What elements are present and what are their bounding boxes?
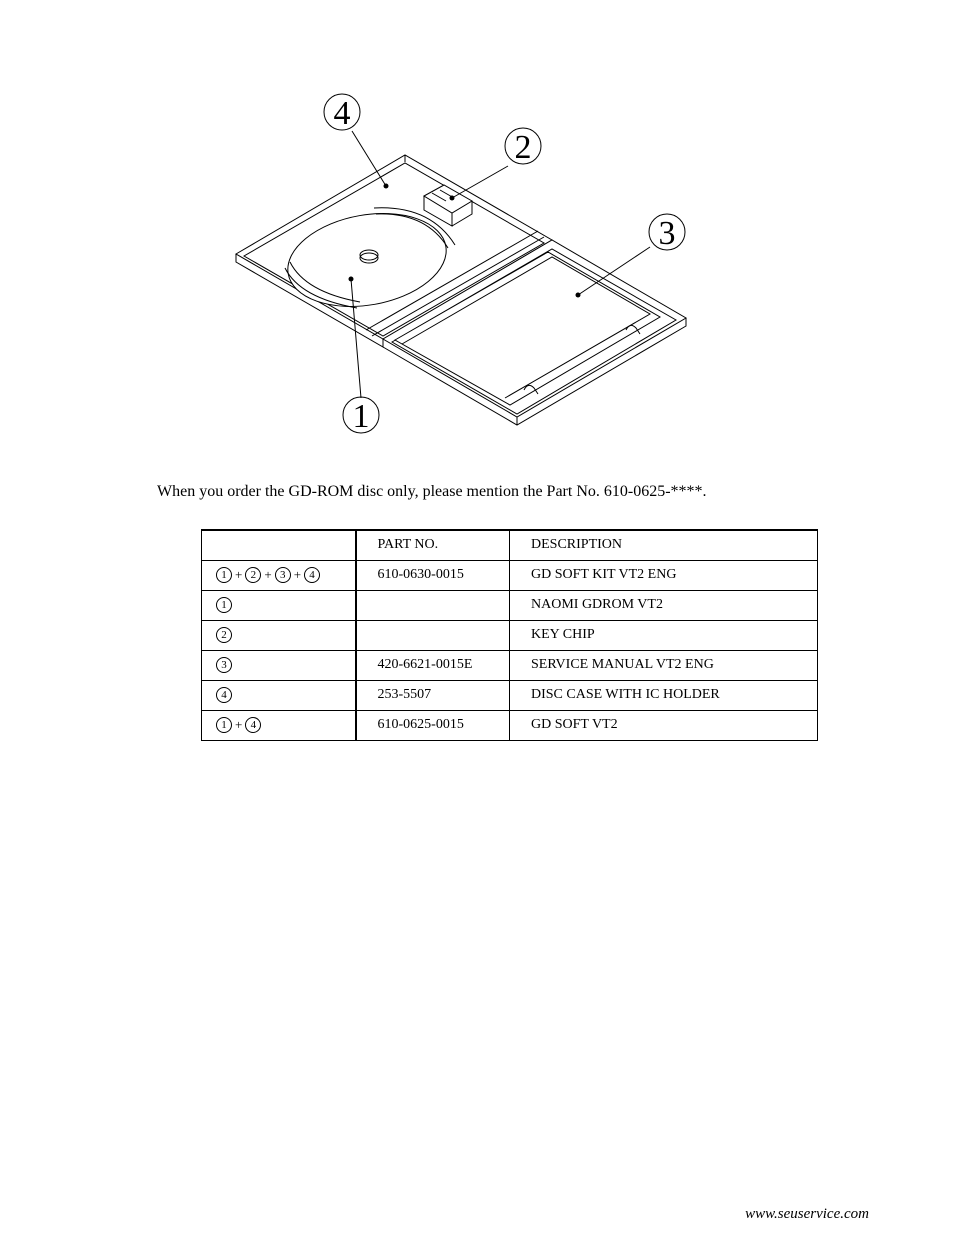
circled-item-number: 1 [216,597,232,613]
table-row [202,620,818,650]
description-cell: KEY CHIP [510,620,818,650]
item-combination [216,657,232,673]
items-cell [202,620,356,650]
items-cell [202,560,356,590]
items-cell [202,650,356,680]
table-header-row [202,530,818,560]
description-cell: GD SOFT VT2 [510,710,818,740]
item-combination [216,627,232,643]
table-row [202,560,818,590]
description-cell: GD SOFT KIT VT2 ENG [510,560,818,590]
part-no-cell: 253-5507 [356,680,510,710]
disc-case-diagram [0,0,954,460]
description-cell: DISC CASE WITH IC HOLDER [510,680,818,710]
items-cell [202,710,356,740]
item-combination [216,567,320,583]
items-cell [202,590,356,620]
plus-sign: + [293,567,302,582]
description-cell: SERVICE MANUAL VT2 ENG [510,650,818,680]
circled-item-number: 1 [216,717,232,733]
callout-4: 4 [333,95,351,132]
plus-sign: + [235,717,243,732]
callout-1: 1 [352,398,370,435]
plus-sign: + [264,567,272,582]
circled-item-number: 2 [216,627,232,643]
table-row [202,680,818,710]
table-row [202,710,818,740]
circled-item-number: 3 [275,567,291,583]
item-combination [216,717,261,733]
plus-sign: + [235,567,243,582]
circled-item-number: 1 [216,567,232,583]
circled-item-number: 3 [216,657,232,673]
table-row [202,590,818,620]
header-description: DESCRIPTION [510,530,818,560]
circled-item-number: 4 [216,687,232,703]
items-cell [202,680,356,710]
item-combination [216,597,232,613]
callout-2: 2 [514,129,532,166]
parts-table [201,529,818,741]
part-no-cell: 420-6621-0015E [356,650,510,680]
part-no-cell [356,620,510,650]
table-row [202,650,818,680]
circled-item-number: 4 [245,717,261,733]
item-combination [216,687,232,703]
callout-3: 3 [658,215,676,252]
header-items [202,530,356,560]
description-cell: NAOMI GDROM VT2 [510,590,818,620]
part-no-cell: 610-0625-0015 [356,710,510,740]
header-part-no: PART NO. [356,530,510,560]
circled-item-number: 2 [245,567,261,583]
part-no-cell: 610-0630-0015 [356,560,510,590]
order-instruction: When you order the GD-ROM disc only, please mention the Part No. 610-0625-****. [157,483,707,500]
circled-item-number: 4 [304,567,320,583]
part-no-cell [356,590,510,620]
footer-url: www.seuservice.com [745,1206,869,1222]
